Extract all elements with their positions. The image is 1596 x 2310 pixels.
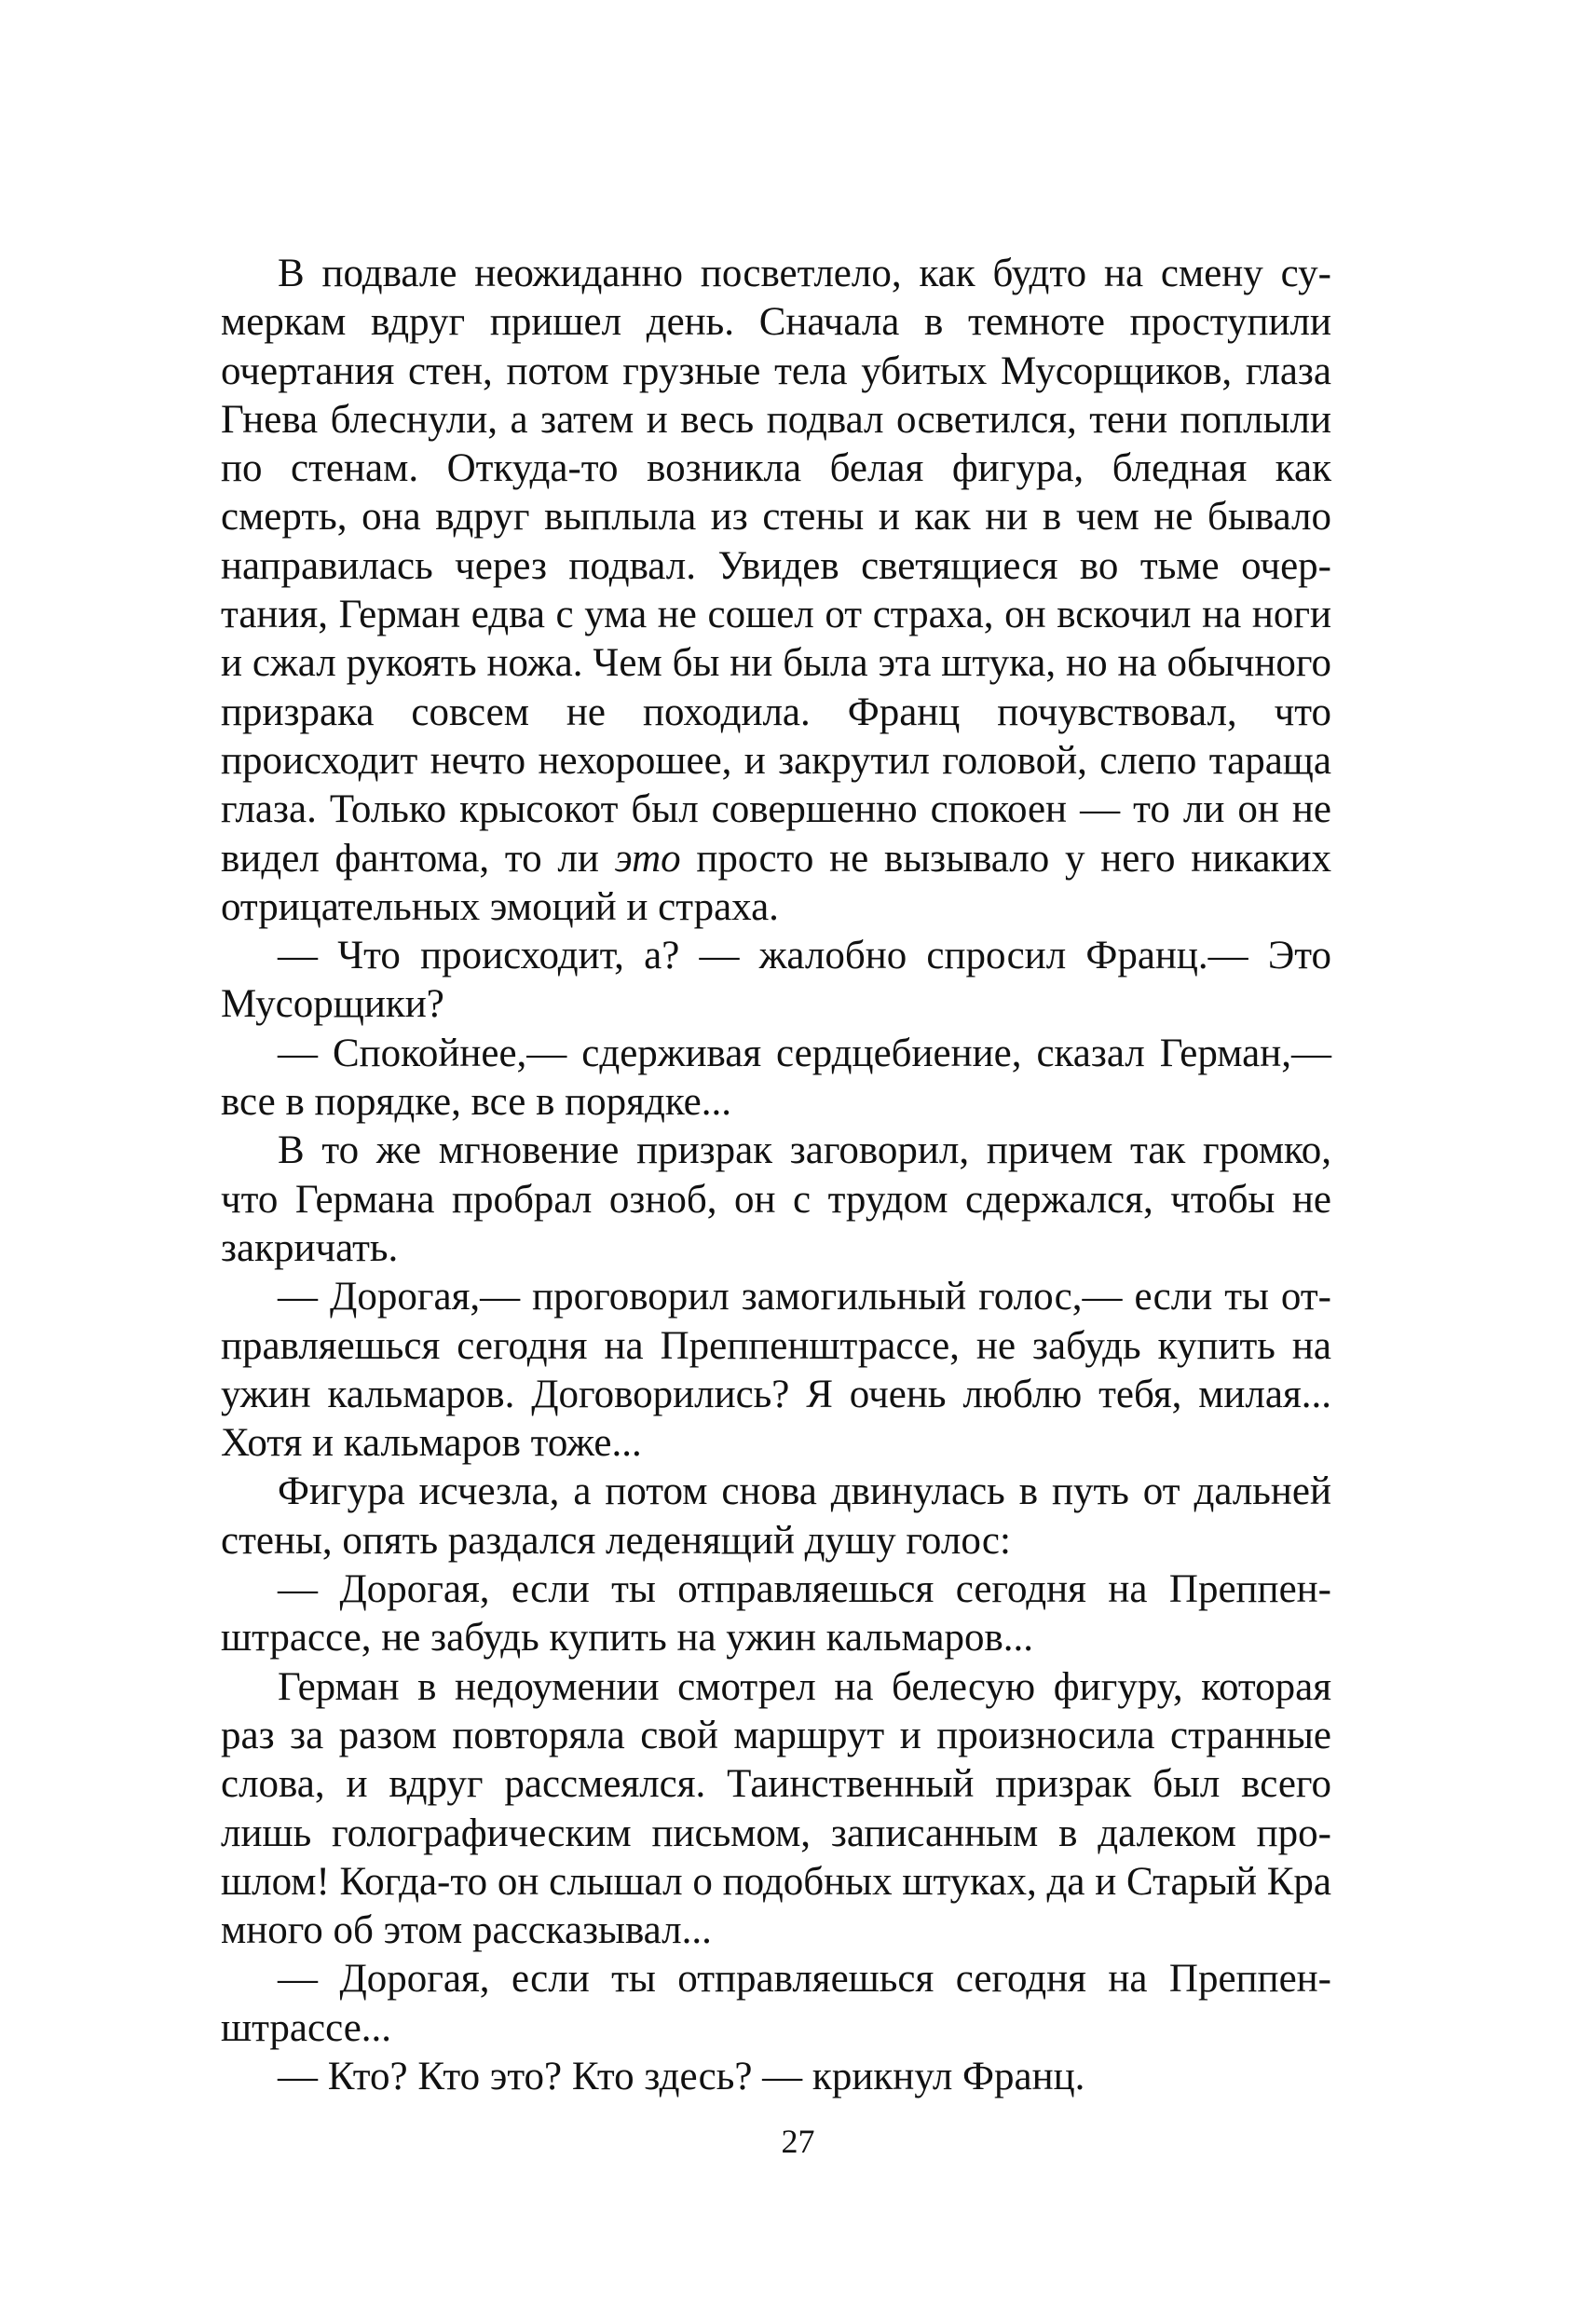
paragraph-4: В то же мгновение призрак заговорил, причем так громко, что Германа пробрал озноб, он с трудом сдержался, чтобы не закричать. <box>221 1128 1331 1270</box>
paragraph-1-italic: это <box>614 836 681 881</box>
paragraph-2: — Что происходит, а? — жалобно спросил Франц.— Это Мусорщики? <box>221 934 1331 1027</box>
paragraph-1-text-after: просто не вызывало у него никаких отрицательных эмоций и страха. <box>221 836 1331 929</box>
page-text <box>221 250 1331 2101</box>
paragraph-5: — Дорогая,— проговорил замогильный голос,— если ты отправляешься сегодня на Преппенштрассе, не забудь купить на ужин кальмаров. Договорились? Я очень люблю тебя, милая... Хотя и кальмаров тоже... <box>221 1275 1331 1466</box>
paragraph-9: — Дорогая, если ты отправляешься сегодня на Преппенштрассе... <box>221 1957 1331 2050</box>
paragraph-3: — Спокойнее,— сдерживая сердцебиение, сказал Герман,— все в порядке, все в порядке... <box>221 1031 1331 1125</box>
page-number: 27 <box>781 2123 815 2160</box>
paragraph-10: — Кто? Кто это? Кто здесь? — крикнул Франц. <box>278 2054 1085 2098</box>
paragraph-8: Герман в недоумении смотрел на белесую фигуру, которая раз за разом повторяла свой маршрут и произносила странные слова, и вдруг рассмеялся. Таинственный призрак был всего лишь голографическим письмом, записанным в далеком прошлом! Когда-то он слышал о подобных штуках, да и Старый Кра много об этом рассказывал... <box>221 1664 1331 1953</box>
paragraph-6: Фигура исчезла, а потом снова двинулась в путь от дальней стены, опять раздался леденящий душу голос: <box>221 1469 1331 1563</box>
paragraph-1 <box>221 250 1331 932</box>
paragraph-7: — Дорогая, если ты отправляешься сегодня на Преппенштрассе, не забудь купить на ужин кальмаров... <box>221 1567 1331 1661</box>
paragraph-1-text-before: В подвале неожиданно посветлело, как будто на смену сумеркам вдруг пришел день. Сначала в темноте проступили очертания стен, потом грузные тела убитых Мусорщиков, глаза Гнева блеснули, а затем и весь подвал осветился, тени поплыли по стенам. Откуда-то возникла белая фигура, бледная как смерть, она вдруг выплыла из стены и как ни в чем не бывало направилась через подвал. Увидев светящиеся во тьме очертания, Герман едва с ума не сошел от страха, он вскочил на ноги и сжал рукоять ножа. Чем бы ни была эта штука, но на обычного призрака совсем не походила. Франц почувствовал, что происходит нечто нехорошее, и закрутил головой, слепо таращa глаза. Только крысокот был совершенно спокоен — то ли он не видел фантома, то ли <box>221 252 1331 881</box>
